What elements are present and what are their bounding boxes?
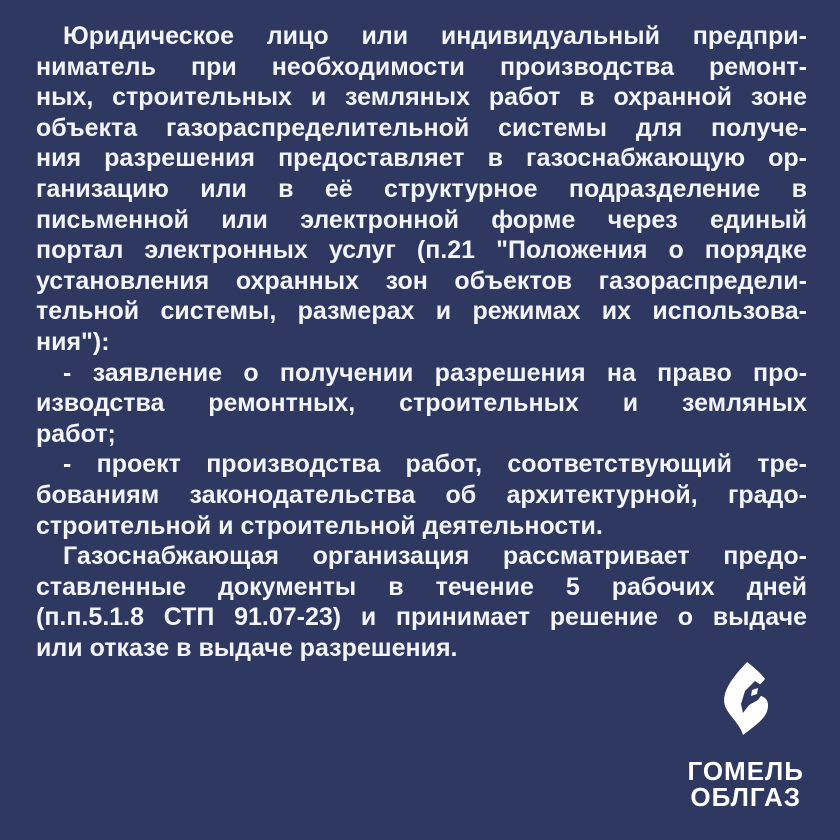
logo-wordmark-line2: ОБЛГАЗ — [690, 782, 802, 812]
text-line-bullet: - заявление о получении разрешения на право про- — [63, 358, 807, 387]
text-line: письменной или электронной форме через единый — [36, 205, 807, 234]
text-line: бованиям законодательства об архитектурной, градо- — [36, 480, 807, 509]
gomel-oblgaz-logo — [687, 661, 804, 810]
text-line: ганизацию или в её структурное подразделение в — [36, 174, 807, 203]
gas-flame-icon — [722, 661, 770, 737]
text-line: Газоснабжающая организация рассматривает предо- — [63, 542, 807, 571]
text-line: изводства ремонтных, строительных и земляных — [36, 389, 807, 418]
text-line: портал электронных услуг (п.21 "Положения о порядке — [36, 236, 807, 265]
text-line: или отказе в выдаче разрешения. — [36, 633, 458, 662]
text-line: Юридическое лицо или индивидуальный предпри- — [63, 22, 807, 50]
text-line: (п.п.5.1.8 СТП 91.07-23) и принимает решение о выдаче — [36, 603, 807, 632]
text-line: ния разрешения предоставляет в газоснабжающую ор- — [36, 144, 807, 173]
text-line: ния"): — [36, 327, 110, 356]
logo-wordmark — [687, 758, 804, 810]
text-line: установления охранных зон объектов газораспредели- — [36, 266, 807, 295]
text-line: ниматель при необходимости производства ремонт- — [36, 52, 807, 81]
text-line: тельной системы, размерах и режимах их использова- — [36, 297, 807, 326]
text-line: объекта газораспределительной системы для получе- — [36, 113, 807, 142]
text-line-bullet: - проект производства работ, соответствующий тре- — [63, 450, 807, 479]
text-line: работ; — [36, 419, 116, 448]
text-line: строительной и строительной деятельности. — [36, 511, 603, 540]
logo-wordmark-line1: ГОМЕЛЬ — [687, 756, 804, 786]
body-text — [36, 21, 807, 663]
text-line: ных, строительных и земляных работ в охранной зоне — [36, 83, 807, 112]
text-line: ставленные документы в течение 5 рабочих дней — [36, 572, 807, 601]
